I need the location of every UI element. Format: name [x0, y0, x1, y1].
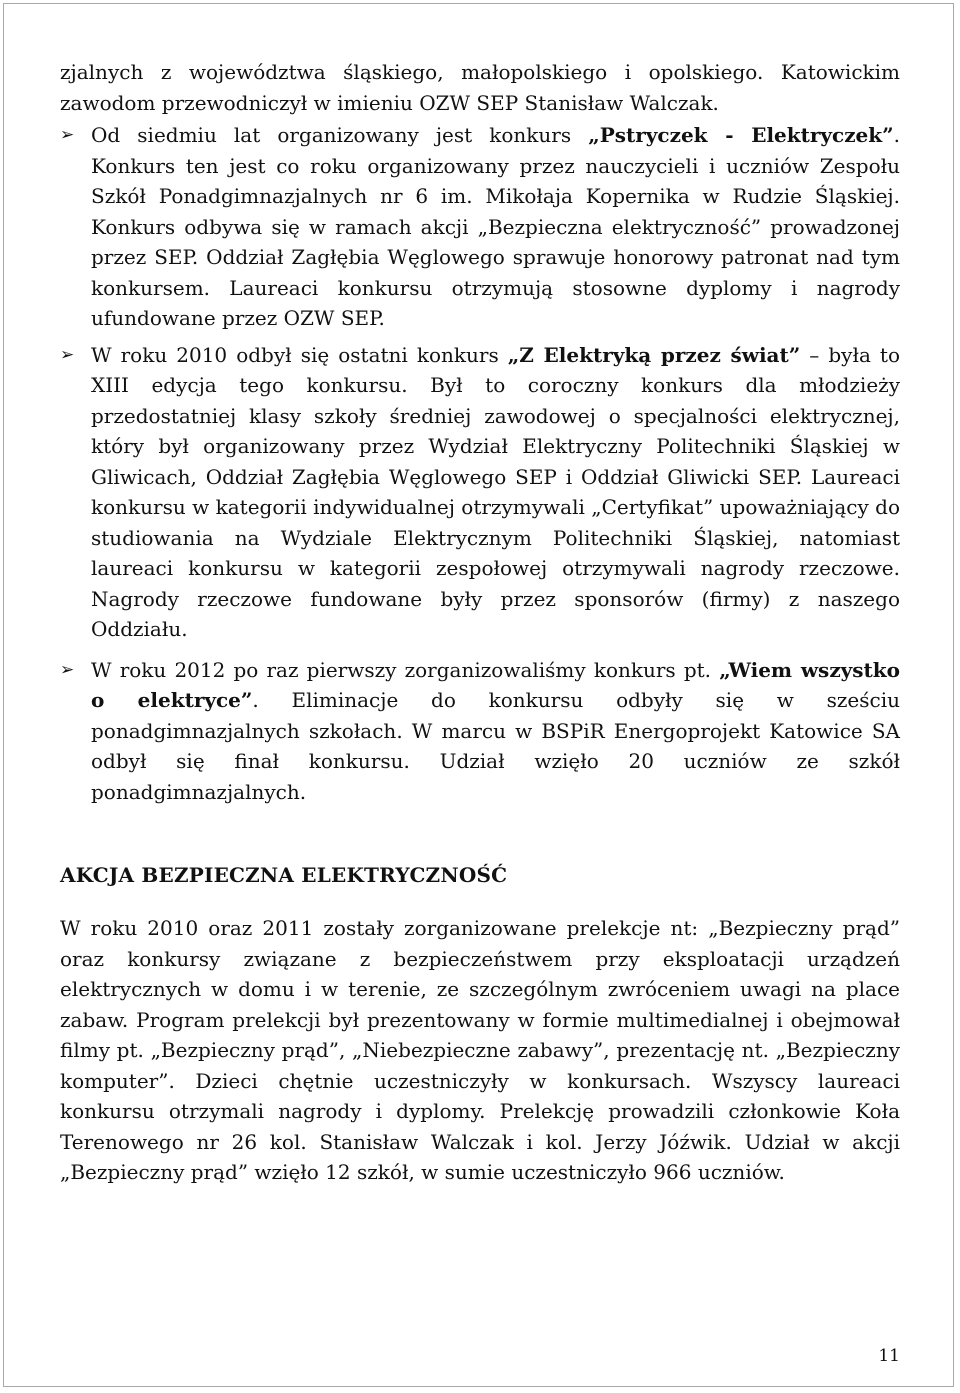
- arrow-bullet-icon: ➢: [60, 344, 75, 365]
- document-body: [60, 57, 900, 1188]
- contest-name: „Pstryczek - Elektryczek”: [588, 123, 894, 147]
- contest-name: „Wiem wszystko o elektryce”: [91, 657, 900, 712]
- bullet-text: W roku 2010 odbył się ostatni konkurs: [91, 342, 508, 367]
- bullet-text: . Eliminacje do konkursu odbyły się w sześciu ponadgimnazjalnych szkołach. W marcu w BSPiR Energoprojekt Katowice SA odbył się finał konkursu. Udział wzięło 20 uczniów ze szkół ponadgimnazjalnych.: [91, 688, 900, 804]
- bullet-text: – była to XIII edycja tego konkursu. Był to coroczny konkurs dla młodzieży przedostatniej klasy szkoły średniej zawodowej o specjalności elektrycznej, który był organizowany przez Wydział Elektryczny Politechniki Śląskiej w Gliwicach, Oddział Zagłębia Węglowego SEP i Oddział Gliwicki SEP. Laureaci konkursu w kategorii indywidualnej otrzymywali „Certyfikat” upoważniający do studiowania na Wydziale Elektrycznym Politechniki Śląskiej, natomiast laureaci konkursu w kategorii zespołowej otrzymywali nagrody rzeczowe. Nagrody rzeczowe fundowane były przez sponsorów (firmy) z naszego Oddziału.: [91, 342, 900, 641]
- page-number: 11: [878, 1346, 900, 1366]
- bullet-text: . Konkurs ten jest co roku organizowany przez nauczycieli i uczniów Zespołu Szkół Ponadgimnazjalnych nr 6 im. Mikołaja Kopernika w Rudzie Śląskiej. Konkurs odbywa się w ramach akcji „Bezpieczna elektryczność” prowadzonej przez SEP. Oddział Zagłębia Węglowego sprawuje honorowy patronat nad tym konkursem. Laureaci konkursu otrzymują stosowne dyplomy i nagrody ufundowane przez OZW SEP.: [91, 123, 900, 330]
- bullet-text: W roku 2012 po raz pierwszy zorganizowaliśmy konkurs pt.: [91, 657, 720, 682]
- bullet-text: Od siedmiu lat organizowany jest konkurs: [91, 123, 589, 147]
- bullet-item-elektryka: [60, 340, 900, 645]
- section-paragraph: W roku 2010 oraz 2011 zostały zorganizowane prelekcje nt: „Bezpieczny prąd” oraz konkursy związane z bezpieczeństwem przy eksploatacji urządzeń elektrycznych w domu i w terenie, ze szczególnym zwróceniem uwagi na place zabaw. Program prelekcji był prezentowany w formie multimedialnej i obejmował filmy pt. „Bezpieczny prąd”, „Niebezpieczne zabawy”, prezentację nt. „Bezpieczny komputer”. Dzieci chętnie uczestniczyły w konkursach. Wszyscy laureaci konkursu otrzymali nagrody i dyplomy. Prelekcję prowadzili członkowie Koła Terenowego nr 26 kol. Stanisław Walczak i kol. Jerzy Jóźwik. Udział w akcji „Bezpieczny prąd” wzięło 12 szkół, w sumie uczestniczyło 966 uczniów.: [60, 916, 900, 1184]
- bullet-item-wiem-wszystko: [60, 655, 900, 808]
- bullet-item-pstryczek: [60, 120, 900, 334]
- section-heading: AKCJA BEZPIECZNA ELEKTRYCZNOŚĆ: [60, 863, 508, 887]
- intro-paragraph: zjalnych z województwa śląskiego, małopolskiego i opolskiego. Katowickim zawodom przewodniczył w imieniu OZW SEP Stanisław Walczak.: [60, 60, 900, 115]
- contest-name: „Z Elektryką przez świat”: [507, 342, 801, 367]
- arrow-bullet-icon: ➢: [60, 125, 75, 145]
- arrow-bullet-icon: ➢: [60, 659, 75, 680]
